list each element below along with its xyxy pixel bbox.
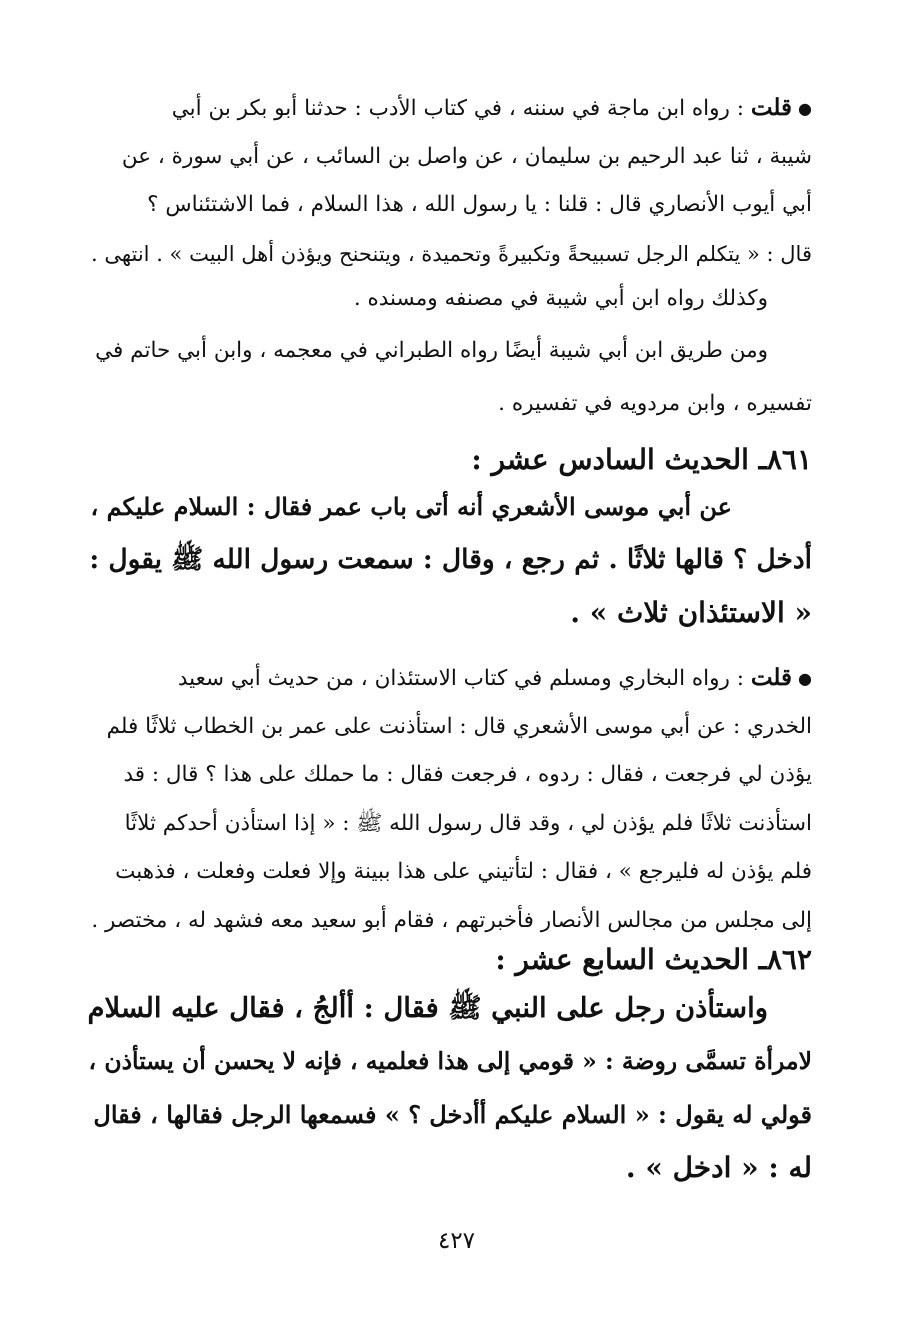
text-line: استأذنت ثلاثًا فلم يؤذن لي ، وقد قال رسول الله ﷺ : « إذا استأذن أحدكم ثلاثًا xyxy=(124,810,812,836)
text-line: عن أبي موسى الأشعري أنه أتى باب عمر فقال : السلام عليكم ، xyxy=(90,492,732,521)
text-line: ومن طريق ابن أبي شيبة أيضًا رواه الطبراني في معجمه ، وابن أبي حاتم في xyxy=(95,338,768,363)
text-line: « الاستئذان ثلاث » . xyxy=(570,596,812,629)
text-line: قال : « يتكلم الرجل تسبيحةً وتكبيرةً وتحميدة ، ويتنحنح ويؤذن أهل البيت » . انتهى . xyxy=(90,241,812,266)
hadith-861 xyxy=(82,440,812,480)
text-line: قولي له يقول : « السلام عليكم أأدخل ؟ » فسمعها الرجل فقالها ، فقال xyxy=(93,1100,812,1129)
text-line xyxy=(82,654,812,703)
comment-text: : رواه البخاري ومسلم في كتاب الاستئذان ، من حديث أبي سعيد xyxy=(177,666,744,691)
hadith-862 xyxy=(82,940,812,980)
qult-label: قلت xyxy=(750,94,793,121)
paragraph-3 xyxy=(82,324,812,430)
text-line xyxy=(82,84,812,133)
comment-paragraph-1 xyxy=(82,84,812,278)
bullet-icon: ● xyxy=(798,98,812,118)
text-line: وكذلك رواه ابن أبي شيبة في مصنفه ومسنده . xyxy=(353,286,768,311)
page-number: ٤٢٧ xyxy=(437,1228,476,1254)
text-line: شيبة ، ثنا عبد الرحيم بن سليمان ، عن واصل بن السائب ، عن أبي سورة ، عن xyxy=(121,143,812,169)
bullet-icon: ● xyxy=(798,668,812,688)
text-line: له : « ادخل » . xyxy=(625,1151,812,1184)
hadith-heading: ٨٦١ـ الحديث السادس عشر : xyxy=(471,443,812,476)
text-line: لامرأة تسمَّى روضة : « قومي إلى هذا فعلميه ، فإنه لا يحسن أن يستأذن ، xyxy=(88,1047,812,1075)
hadith-heading: ٨٦٢ـ الحديث السابع عشر : xyxy=(495,943,812,976)
comment-text: : رواه ابن ماجة في سننه ، في كتاب الأدب : حدثنا أبو بكر بن أبي xyxy=(171,96,744,121)
hadith-862-text xyxy=(82,982,812,1194)
text-line: إلى مجلس من مجالس الأنصار فأخبرتهم ، فقام أبو سعيد معه فشهد له ، مختصر . xyxy=(91,907,812,933)
text-line: يؤذن لي فرجعت ، فقال : ردوه ، فرجعت فقال : ما حملك على هذا ؟ قال : قد xyxy=(123,762,812,787)
text-line: واستأذن رجل على النبي ﷺ فقال : أألجُ ، فقال عليه السلام xyxy=(87,992,768,1024)
text-line: الخدري : عن أبي موسى الأشعري قال : استأذنت على عمر بن الخطاب ثلاثًا فلم xyxy=(106,713,812,739)
paragraph-2 xyxy=(82,272,812,325)
hadith-861-text xyxy=(82,480,812,639)
qult-label: قلت xyxy=(750,664,793,691)
text-line: أدخل ؟ قالها ثلاثًا . ثم رجع ، وقال : سمعت رسول الله ﷺ يقول : xyxy=(89,544,812,575)
text-line: أبي أيوب الأنصاري قال : قلنا : يا رسول الله ، هذا السلام ، فما الاشتئناس ؟ xyxy=(147,192,812,217)
text-line: فلم يؤذن له فليرجع » ، فقال : لتأتيني على هذا ببينة وإلا فعلت وفعلت ، فذهبت xyxy=(115,859,812,884)
comment-paragraph-2 xyxy=(82,654,812,945)
text-line: تفسيره ، وابن مردويه في تفسيره . xyxy=(498,391,812,416)
